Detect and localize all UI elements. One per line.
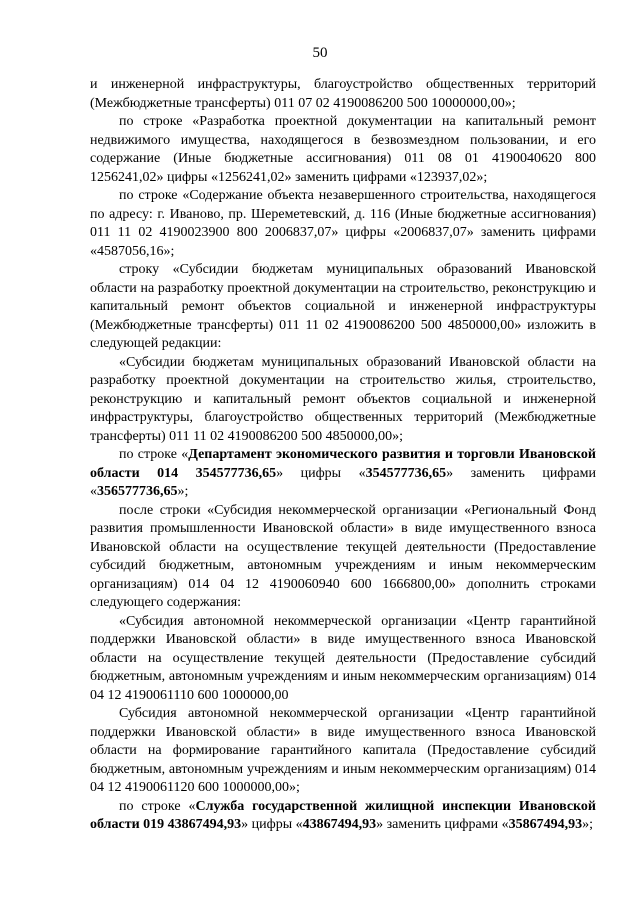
paragraph: по строке «Служба государственной жилищной инспекции Ивановской области 019 43867494,93» цифры «43867494,93» заменить цифрами «35867494,93»; bbox=[90, 798, 596, 832]
bold-text: Департамент экономического развития и торговли Ивановской области 014 354577736,65 bbox=[90, 447, 597, 481]
paragraph: «Субсидии бюджетам муниципальных образований Ивановской области на разработку проектной документации на строительство жилья, строительство, реконструкцию и капитальный ремонт объектов социальной и инженерной инфраструктуры, благоустройство общественных территорий (Межбюджетные трансферты) 011 11 02 4190086200 500 4850000,00»; bbox=[90, 354, 596, 444]
document-body bbox=[90, 76, 596, 835]
paragraph: «Субсидия автономной некоммерческой организации «Центр гарантийной поддержки Ивановской области» в виде имущественного взноса Ивановской области на осуществление текущей деятельности (Предоставление субсидий бюджетным, автономным учреждениям и иным некоммерческим организациям) 014 04 12 4190061110 600 1000000,00 bbox=[90, 613, 596, 703]
paragraph: строку «Субсидии бюджетам муниципальных образований Ивановской области на разработку проектной документации на строительство, реконструкцию и капитальный ремонт объектов социальной и инженерной инфраструктуры (Межбюджетные трансферты) 011 11 02 4190086200 500 4850000,00» изложить в следующей редакции: bbox=[90, 262, 596, 351]
bold-text: 43867494,93 bbox=[302, 817, 377, 832]
paragraph: Субсидия автономной некоммерческой организации «Центр гарантийной поддержки Ивановской области» в виде имущественного взноса Ивановской области на формирование гарантийного капитала (Предоставление субсидий бюджетным, автономным учреждениям и иным некоммерческим организациям) 014 04 12 4190061120 600 1000000,00»; bbox=[90, 706, 596, 795]
bold-text: Служба государственной жилищной инспекции Ивановской области 019 43867494,93 bbox=[90, 798, 596, 832]
paragraph: по строке «Департамент экономического развития и торговли Ивановской области 014 354577736,65» цифры «354577736,65» заменить цифрами «356577736,65»; bbox=[90, 447, 597, 499]
bold-text: 356577736,65 bbox=[97, 484, 178, 499]
bold-text: 35867494,93 bbox=[508, 817, 583, 832]
paragraph: по строке «Содержание объекта незавершенного строительства, находящегося по адресу: г. Иваново, пр. Шереметевский, д. 116 (Иные бюджетные ассигнования) 011 11 02 4190023900 800 2006837,07» цифры «2006837,07» заменить цифрами «4587056,16»; bbox=[90, 188, 596, 259]
paragraph: и инженерной инфраструктуры, благоустройство общественных территорий (Межбюджетные трансферты) 011 07 02 4190086200 500 10000000,00»; bbox=[90, 77, 596, 111]
paragraph: по строке «Разработка проектной документации на капитальный ремонт недвижимого имущества, находящегося в безвозмездном пользовании, и его содержание (Иные бюджетные ассигнования) 011 08 01 4190040620 800 1256241,02» цифры «1256241,02» заменить цифрами «123937,02»; bbox=[90, 114, 596, 185]
page-number: 50 bbox=[312, 45, 328, 61]
paragraph: после строки «Субсидия некоммерческой организации «Региональный Фонд развития промышленности Ивановской области» в виде имущественного взноса Ивановской области на осуществление текущей деятельности (Предоставление субсидий бюджетным, автономным учреждениям и иным некоммерческим организациям) 014 04 12 4190060940 600 1666800,00» дополнить строками следующего содержания: bbox=[90, 502, 596, 610]
bold-text: 354577736,65 bbox=[365, 465, 447, 481]
